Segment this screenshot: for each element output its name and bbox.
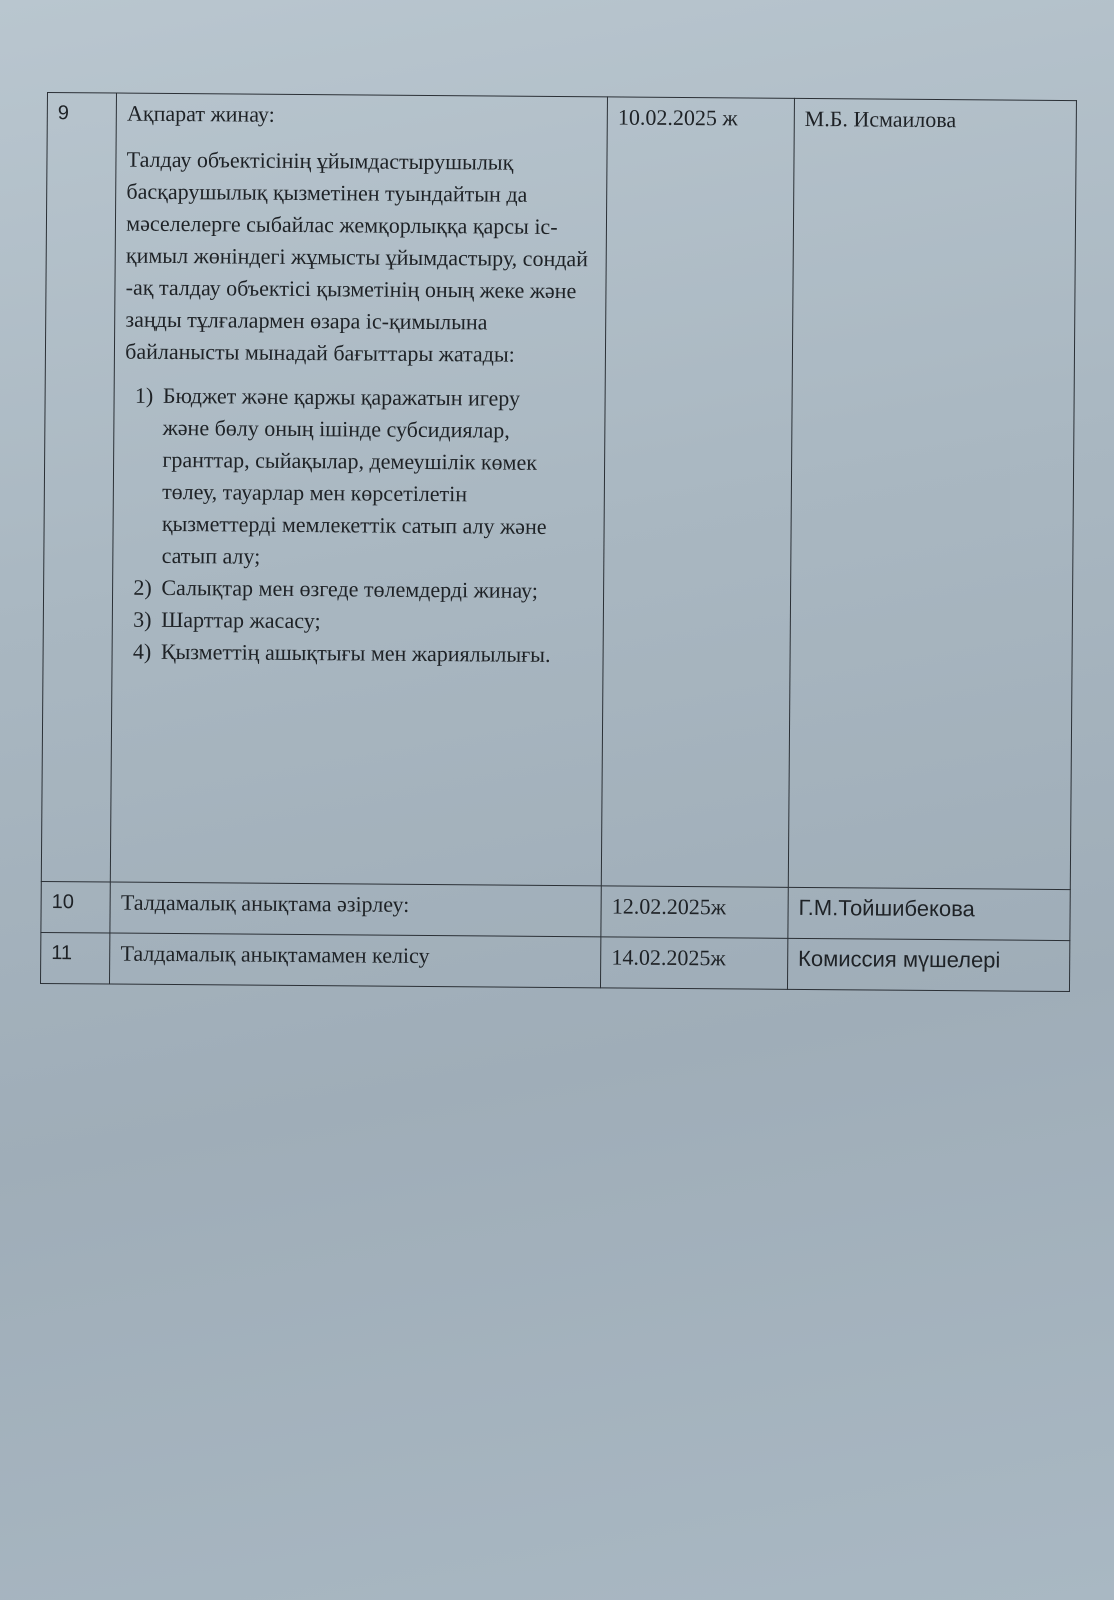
list-item: [133, 604, 593, 640]
row-number: 9: [41, 93, 116, 883]
task-cell: [111, 93, 608, 886]
row-number: 10: [41, 881, 111, 933]
task-title: Талдамалық анықтама әзірлеу:: [110, 882, 601, 937]
list-marker: 4): [132, 638, 152, 664]
row-number: 11: [40, 932, 110, 984]
directions-list: [123, 380, 595, 672]
list-marker: 2): [133, 574, 152, 600]
list-item-text: Шарттар жасасу;: [161, 606, 321, 634]
list-item: [134, 380, 595, 576]
task-title: Талдамалық анықтамамен келісу: [110, 933, 601, 988]
list-item: [133, 636, 593, 672]
responsible-cell: Комиссия мүшелері: [787, 938, 1070, 991]
table-row: [40, 932, 1069, 991]
date-cell: 10.02.2025 ж: [601, 97, 794, 887]
list-item: [133, 572, 593, 608]
table-row: [41, 93, 1076, 890]
table-row: [41, 881, 1070, 940]
responsible-cell: Г.М.Тойшибекова: [788, 887, 1071, 940]
list-item-text: Салықтар мен өзгеде төлемдерді жинау;: [161, 574, 538, 603]
list-item-text: Бюджет және қаржы қаражатын игеру және бөлу оның ішінде субсидиялар, гранттар, сыйақылар, демеушілік көмек төлеу, тауарлар мен көрсетілетін қызметтерді мемлекеттік сатып алу және сатып алу;: [161, 382, 547, 569]
responsible-cell: М.Б. Исмаилова: [788, 98, 1076, 889]
date-cell: 14.02.2025ж: [601, 937, 788, 989]
list-marker: 3): [133, 606, 152, 632]
list-marker: 1): [134, 382, 154, 408]
task-title: Ақпарат жинау:: [127, 100, 275, 127]
list-item-text: Қызметтің ашықтығы мен жариялылығы.: [160, 638, 551, 667]
schedule-table: [40, 92, 1077, 992]
task-description: Талдау объектісінің ұйымдастырушылық басқарушылық қызметінен туындайтын да мәселелерге сыбайлас жемқорлыққа қарсы іс-қимыл жөніндегі жұмысты ұйымдастыру, сондай -ақ талдау объектісі қызметінің оның жеке және заңды тұлғалармен өзара іс-қимылына байланысты мынадай бағыттары жатады:: [125, 146, 589, 367]
date-cell: 12.02.2025ж: [601, 886, 788, 938]
